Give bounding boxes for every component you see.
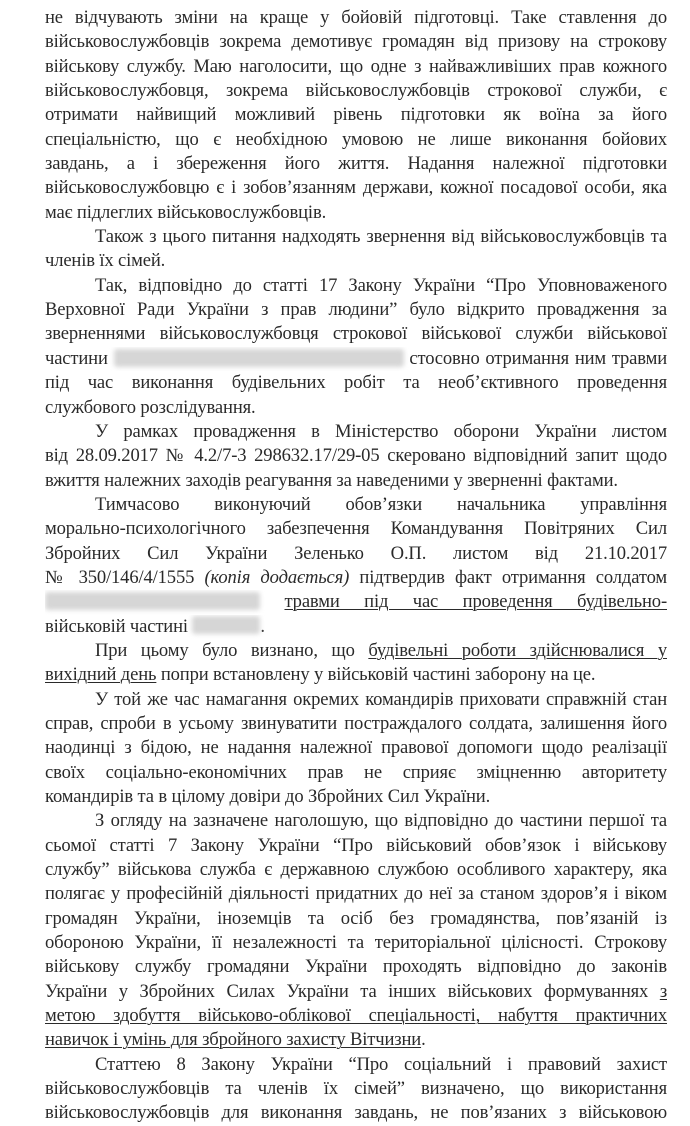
paragraph-5 bbox=[45, 493, 667, 639]
text-line: командирів та в цілому довіри до Збройних Сил України. bbox=[45, 786, 491, 807]
paragraph-4 bbox=[45, 420, 667, 493]
document-page bbox=[45, 6, 667, 1126]
paragraph-9 bbox=[45, 1053, 667, 1126]
text-line: отримати найвищий можливий рівень підготовки як воїна за його bbox=[45, 104, 667, 126]
text-line: своїх соціально-економічних прав не сприяє зміцненню авторитету bbox=[45, 761, 667, 783]
text-line bbox=[45, 663, 667, 687]
text-line: У той же час намагання окремих командирів приховати справжній стан bbox=[95, 688, 667, 710]
paragraph-6 bbox=[45, 639, 667, 688]
text-line: З огляду на зазначене наголошую, що відповідно до частини першої та bbox=[95, 810, 667, 832]
underlined-text: навичок і умінь для збройного захисту Вітчизни bbox=[45, 1029, 422, 1051]
text-line: наодинці з бідою, не надання належної правової допомоги щодо реалізації bbox=[45, 737, 667, 759]
text-line: сьомої статті 7 Закону України “Про військовий обов’язок і військову bbox=[45, 834, 667, 856]
text-line: зверненнями військовослужбовця строкової військової служби військової bbox=[45, 323, 667, 345]
text-fragment: військовій частині bbox=[45, 615, 188, 637]
text-line: У рамках провадження в Міністерство оборони України листом bbox=[95, 420, 667, 442]
text-line: завдань, а і збереження його життя. Надання належної підготовки bbox=[45, 153, 667, 175]
text-line: Статтею 8 Закону України “Про соціальний і правовий захист bbox=[95, 1053, 667, 1075]
text-line: має підлеглих військовослужбовців. bbox=[45, 201, 327, 223]
underlined-text: травми під час проведення будівельно- bbox=[284, 591, 667, 613]
redacted-name bbox=[114, 349, 404, 367]
text-line bbox=[45, 347, 667, 371]
text-line: справ, спроби в усьому звинуватити постраждалого солдата, залишення його bbox=[45, 712, 667, 734]
underlined-text-line: метою здобуття військово-облікової спеціальності, набуття практичних bbox=[45, 1005, 667, 1027]
text-line: службового розслідування. bbox=[45, 396, 256, 418]
text-line: військовослужбовця, зокрема військовослужбовців строкової служби, є bbox=[45, 80, 667, 102]
text-line bbox=[45, 980, 667, 1004]
letter-number: № 350/146/4/1555 bbox=[45, 566, 195, 588]
text-fragment: України у Збройних Силах України та інших військових формуваннях bbox=[45, 980, 649, 1002]
underlined-text: будівельні роботи здійснювалися у bbox=[368, 639, 667, 661]
paragraph-2 bbox=[45, 225, 667, 274]
text-fragment: . bbox=[421, 1029, 426, 1051]
text-line: військовослужбовців та членів їх сімей” визначено, що використання bbox=[45, 1078, 667, 1100]
text-line: вжиття належних заходів реагування за наведеними у зверненні фактами. bbox=[45, 469, 618, 491]
text-line: військовослужбовцю є і зобов’язанням держави, кожної посадової особи, яка bbox=[45, 177, 667, 199]
text-line: полягає у професійній діяльності придатних до неї за станом здоров’я і віком bbox=[45, 883, 667, 905]
text-line: військову службу громадяни України проходять відповідно до законів bbox=[45, 956, 667, 978]
text-fragment: частини bbox=[45, 347, 108, 369]
text-line: обороною України, її незалежності та територіальної цілісності. Строкову bbox=[45, 932, 667, 954]
text-line: Так, відповідно до статті 17 Закону України “Про Уповноваженого bbox=[95, 274, 667, 296]
text-line bbox=[45, 566, 667, 590]
text-fragment: стосовно отримання ним травми bbox=[409, 347, 667, 369]
underlined-text: з bbox=[659, 980, 667, 1002]
text-line: військовослужбовців для виконання завдань, не пов’язаних з військовою bbox=[45, 1102, 667, 1124]
text-line: Також з цього питання надходять звернення від військовослужбовців та bbox=[95, 226, 667, 248]
text-line: Тимчасово виконуючий обов’язки начальника управління bbox=[95, 493, 667, 515]
text-fragment: підтвердив факт отримання солдатом bbox=[359, 566, 667, 588]
underlined-text: вихідний день bbox=[45, 664, 157, 686]
text-line: Збройних Сил України Зеленько О.П. листом від 21.10.2017 bbox=[45, 542, 667, 564]
text-line: військову службу. Маю наголосити, що одне з найважливіших прав кожного bbox=[45, 55, 667, 77]
text-line: від 28.09.2017 № 4.2/7-3 298632.17/29-05 скеровано відповідний запит щодо bbox=[45, 445, 667, 467]
text-line bbox=[45, 639, 667, 663]
paragraph-8 bbox=[45, 809, 667, 1052]
text-line: службу” військова служба є державною службою особливого характеру, яка bbox=[45, 859, 667, 881]
text-fragment: При цьому було визнано, що bbox=[95, 639, 355, 661]
text-line: під час виконання будівельних робіт та необ’єктивного проведення bbox=[45, 372, 667, 394]
text-fragment: попри встановлену у військовій частині заборону на це. bbox=[160, 664, 596, 686]
text-fragment: . bbox=[260, 615, 265, 637]
text-line bbox=[45, 615, 667, 639]
text-line: членів їх сімей. bbox=[45, 250, 166, 272]
paragraph-7 bbox=[45, 688, 667, 810]
text-line: громадян України, іноземців та осіб без громадянства, пов’язаній із bbox=[45, 907, 667, 929]
text-line: спеціальністю, що є необхідною умовою не лише виконання бойових bbox=[45, 128, 667, 150]
text-line: не відчувають зміни на краще у бойовій підготовці. Таке ставлення до bbox=[45, 7, 667, 28]
copy-attached-note: (копія додається) bbox=[204, 566, 350, 588]
paragraph-3 bbox=[45, 274, 667, 420]
paragraph-1 bbox=[45, 6, 667, 225]
text-line bbox=[45, 1028, 667, 1052]
redacted-name bbox=[45, 592, 260, 610]
text-line bbox=[45, 590, 667, 614]
text-line: військовослужбовців зокрема демотивує громадян від призову на строкову bbox=[45, 31, 667, 53]
text-line: морально-психологічного забезпечення Командування Повітряних Сил bbox=[45, 518, 667, 540]
text-line: Верховної Ради України з прав людини” було відкрито провадження за bbox=[45, 299, 667, 321]
redacted-unit-number bbox=[192, 616, 260, 634]
